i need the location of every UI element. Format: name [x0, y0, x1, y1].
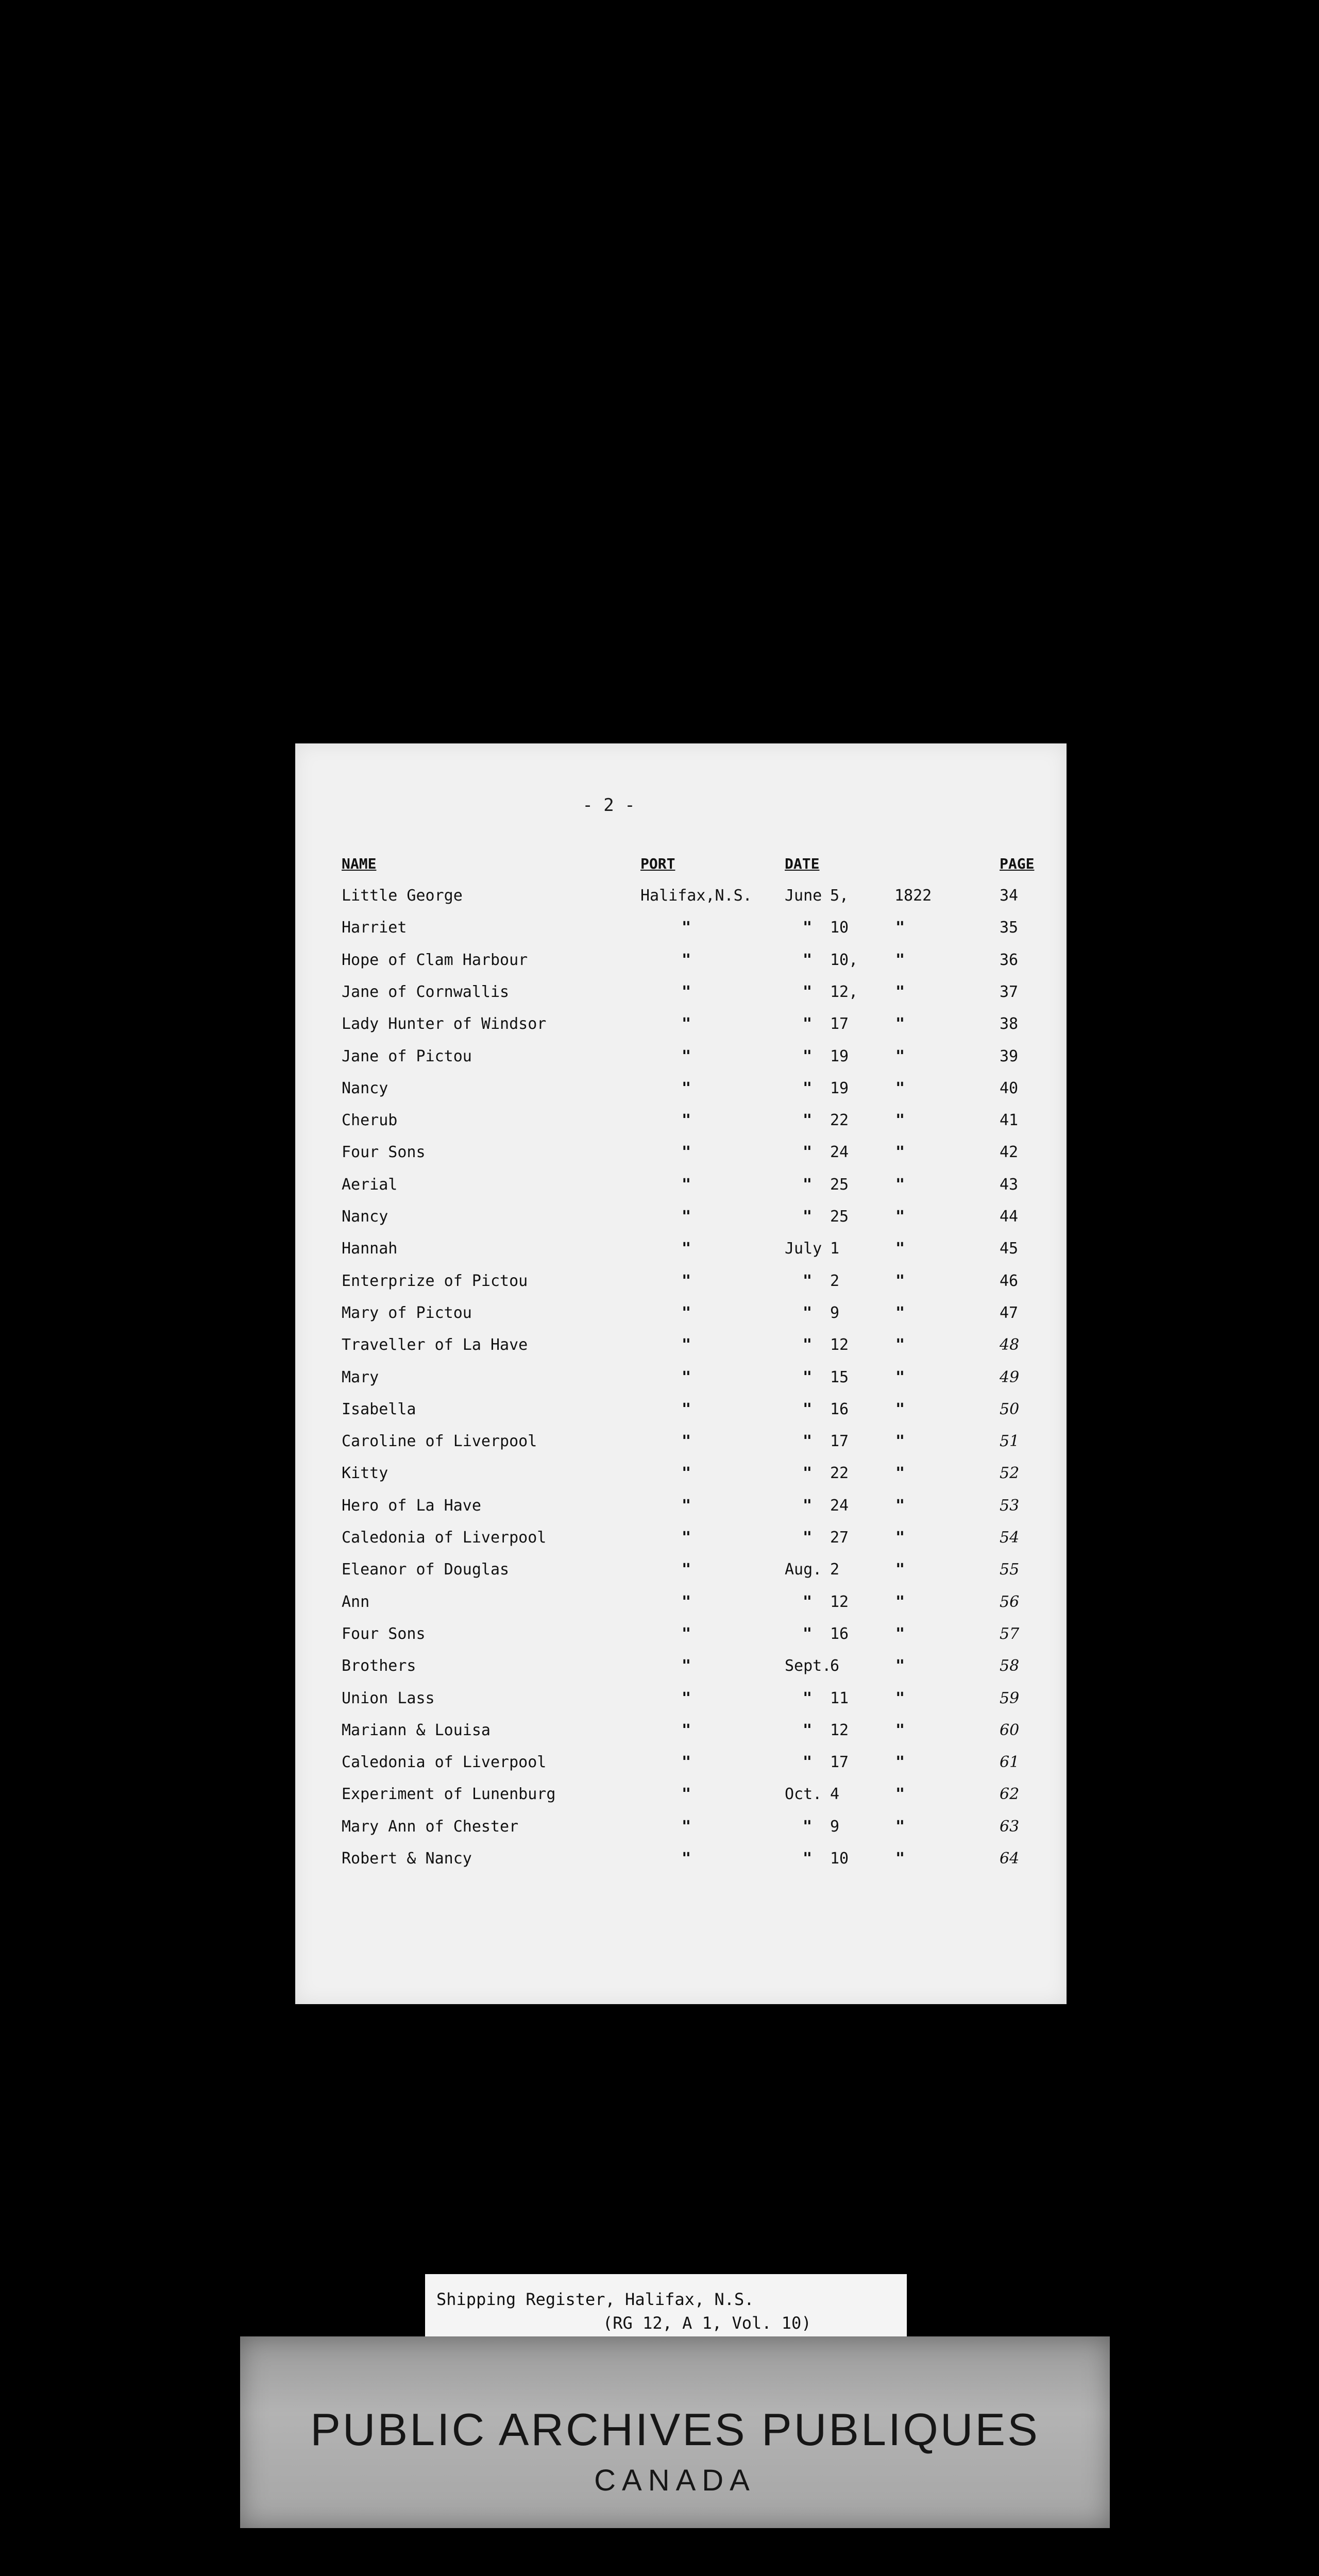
- table-row: [295, 1618, 1067, 1650]
- vessel-name: Nancy: [342, 1079, 388, 1097]
- date-day: 9: [830, 1817, 840, 1836]
- date-year: ": [895, 1111, 905, 1130]
- vessel-name: Eleanor of Douglas: [342, 1561, 510, 1579]
- table-row: [295, 1105, 1067, 1137]
- port-cell: ": [682, 1175, 691, 1194]
- port-cell: ": [682, 1657, 691, 1675]
- date-day: 19: [830, 1079, 849, 1097]
- port-cell: ": [682, 1111, 691, 1130]
- date-month: ": [803, 1689, 813, 1707]
- page-ref: 52: [1000, 1464, 1020, 1483]
- date-day: 22: [830, 1464, 849, 1483]
- port-cell: ": [682, 1015, 691, 1033]
- date-year: ": [895, 1368, 905, 1386]
- table-row: [295, 1265, 1067, 1297]
- table-row: [295, 1490, 1067, 1522]
- port-cell: ": [682, 1208, 691, 1226]
- port-cell: ": [682, 1368, 691, 1386]
- date-day: 15: [830, 1368, 849, 1386]
- table-row: [295, 1362, 1067, 1394]
- port-cell: ": [682, 1496, 691, 1515]
- date-month: ": [803, 1143, 813, 1162]
- date-month: June: [785, 887, 822, 905]
- vessel-name: Experiment of Lunenburg: [342, 1785, 556, 1804]
- date-month: ": [803, 1175, 813, 1194]
- date-month: ": [803, 1753, 813, 1772]
- date-year: ": [895, 1208, 905, 1226]
- page-ref: 46: [1000, 1272, 1019, 1290]
- page-ref: 50: [1000, 1400, 1020, 1418]
- page-ref: 45: [1000, 1240, 1019, 1258]
- date-month: July: [785, 1240, 822, 1258]
- date-month: ": [803, 1336, 813, 1354]
- date-month: ": [803, 1624, 813, 1643]
- archive-country: CANADA: [594, 2464, 756, 2497]
- date-year: 1822: [894, 887, 932, 905]
- page-ref: 44: [1000, 1208, 1019, 1226]
- date-month: ": [803, 951, 813, 969]
- date-year: ": [895, 1047, 905, 1065]
- vessel-name: Mary of Pictou: [342, 1303, 472, 1322]
- date-month: ": [803, 1496, 813, 1515]
- date-year: ": [895, 951, 905, 969]
- table-row: [295, 1843, 1067, 1875]
- table-row: [295, 1715, 1067, 1747]
- date-day: 11: [830, 1689, 849, 1707]
- port-cell: ": [682, 1561, 691, 1579]
- page-ref: 49: [1000, 1368, 1020, 1386]
- date-day: 25: [830, 1175, 849, 1194]
- date-year: ": [895, 1143, 905, 1162]
- page-ref: 58: [1000, 1657, 1020, 1675]
- page-ref: 57: [1000, 1624, 1020, 1643]
- page-ref: 34: [1000, 887, 1019, 905]
- date-day: 12,: [830, 982, 858, 1001]
- vessel-name: Kitty: [342, 1464, 388, 1483]
- vessel-name: Isabella: [342, 1400, 416, 1418]
- vessel-name: Enterprize of Pictou: [342, 1272, 528, 1290]
- date-day: 1: [830, 1240, 840, 1258]
- date-day: 17: [830, 1432, 849, 1451]
- port-cell: ": [682, 1529, 691, 1547]
- table-row: [295, 1329, 1067, 1361]
- date-month: ": [803, 1592, 813, 1611]
- date-day: 6: [830, 1657, 840, 1675]
- date-day: 2: [830, 1272, 840, 1290]
- table-row: [295, 1041, 1067, 1073]
- column-headers: [295, 848, 1067, 880]
- date-year: ": [895, 1624, 905, 1643]
- port-cell: ": [682, 1721, 691, 1739]
- date-month: Sept.: [785, 1657, 832, 1675]
- table-row: [295, 976, 1067, 1008]
- date-month: ": [803, 1111, 813, 1130]
- port-cell: ": [682, 1400, 691, 1418]
- date-month: ": [803, 1272, 813, 1290]
- table-row: [295, 1778, 1067, 1810]
- vessel-name: Four Sons: [342, 1624, 426, 1643]
- date-day: 12: [830, 1721, 849, 1739]
- archive-plate: [240, 2336, 1110, 2528]
- date-year: ": [895, 1303, 905, 1322]
- date-year: ": [895, 1721, 905, 1739]
- vessel-name: Caledonia of Liverpool: [342, 1529, 547, 1547]
- page-ref: 63: [1000, 1817, 1020, 1836]
- page-ref: 41: [1000, 1111, 1019, 1130]
- date-month: ": [803, 1368, 813, 1386]
- date-day: 9: [830, 1303, 840, 1322]
- date-month: ": [803, 1432, 813, 1451]
- vessel-name: Hope of Clam Harbour: [342, 951, 528, 969]
- page-ref: 60: [1000, 1721, 1020, 1739]
- port-cell: ": [682, 982, 691, 1001]
- vessel-name: Aerial: [342, 1175, 398, 1194]
- header-port: PORT: [640, 855, 675, 872]
- date-month: ": [803, 1850, 813, 1868]
- date-year: ": [895, 1079, 905, 1097]
- header-name: NAME: [342, 855, 377, 872]
- page-ref: 62: [1000, 1785, 1020, 1804]
- page-ref: 54: [1000, 1529, 1020, 1547]
- date-year: ": [895, 1753, 905, 1772]
- page-ref: 40: [1000, 1079, 1019, 1097]
- table-row: [295, 944, 1067, 976]
- vessel-name: Hannah: [342, 1240, 398, 1258]
- port-cell: ": [682, 1272, 691, 1290]
- port-cell: ": [682, 1047, 691, 1065]
- date-month: ": [803, 1047, 813, 1065]
- date-year: ": [895, 1240, 905, 1258]
- date-month: Aug.: [785, 1561, 822, 1579]
- date-day: 10: [830, 1850, 849, 1868]
- vessel-name: Hero of La Have: [342, 1496, 481, 1515]
- port-cell: ": [682, 951, 691, 969]
- page-ref: 35: [1000, 919, 1019, 937]
- date-month: ": [803, 1015, 813, 1033]
- vessel-name: Four Sons: [342, 1143, 426, 1162]
- date-month: ": [803, 1529, 813, 1547]
- vessel-name: Robert & Nancy: [342, 1850, 472, 1868]
- page-number: - 2 -: [582, 795, 635, 816]
- vessel-name: Caroline of Liverpool: [342, 1432, 537, 1451]
- port-cell: ": [682, 1079, 691, 1097]
- port-cell: ": [682, 1143, 691, 1162]
- vessel-name: Jane of Pictou: [342, 1047, 472, 1065]
- date-month: ": [803, 919, 813, 937]
- date-year: ": [895, 1592, 905, 1611]
- table-row: [295, 1073, 1067, 1105]
- vessel-name: Union Lass: [342, 1689, 435, 1707]
- date-year: ": [895, 982, 905, 1001]
- date-day: 16: [830, 1400, 849, 1418]
- date-year: ": [895, 1272, 905, 1290]
- date-day: 12: [830, 1592, 849, 1611]
- page-ref: 64: [1000, 1850, 1020, 1868]
- table-row: [295, 1683, 1067, 1715]
- date-year: ": [895, 919, 905, 937]
- table-row: [295, 912, 1067, 944]
- table-row: [295, 1297, 1067, 1329]
- date-year: ": [895, 1689, 905, 1707]
- page-ref: 59: [1000, 1689, 1020, 1707]
- vessel-name: Mary Ann of Chester: [342, 1817, 519, 1836]
- date-day: 12: [830, 1336, 849, 1354]
- port-cell: ": [682, 1240, 691, 1258]
- page-ref: 48: [1000, 1336, 1020, 1354]
- date-year: ": [895, 1432, 905, 1451]
- table-row: [295, 880, 1067, 912]
- table-row: [295, 1522, 1067, 1554]
- page-ref: 39: [1000, 1047, 1019, 1065]
- date-day: 4: [830, 1785, 840, 1804]
- date-day: 17: [830, 1753, 849, 1772]
- reference-label: [425, 2274, 907, 2341]
- page-ref: 55: [1000, 1561, 1020, 1579]
- archive-title: PUBLIC ARCHIVES PUBLIQUES: [310, 2404, 1040, 2455]
- table-row: [295, 1554, 1067, 1586]
- page-ref: 53: [1000, 1496, 1020, 1515]
- date-year: ": [895, 1400, 905, 1418]
- table-row: [295, 1008, 1067, 1040]
- table-row: [295, 1233, 1067, 1265]
- port-cell: ": [682, 1336, 691, 1354]
- page-ref: 56: [1000, 1592, 1020, 1611]
- date-day: 24: [830, 1143, 849, 1162]
- page-ref: 51: [1000, 1432, 1020, 1451]
- port-cell: ": [682, 1850, 691, 1868]
- date-month: ": [803, 1303, 813, 1322]
- vessel-name: Mariann & Louisa: [342, 1721, 491, 1739]
- date-year: ": [895, 1175, 905, 1194]
- table-row: [295, 1811, 1067, 1843]
- port-cell: ": [682, 1817, 691, 1836]
- date-day: 5,: [830, 887, 849, 905]
- date-year: ": [895, 1561, 905, 1579]
- port-cell: ": [682, 1432, 691, 1451]
- date-month: ": [803, 1464, 813, 1483]
- header-page: PAGE: [1000, 855, 1035, 872]
- port-cell: ": [682, 1303, 691, 1322]
- vessel-name: Harriet: [342, 919, 407, 937]
- vessel-name: Brothers: [342, 1657, 416, 1675]
- table-row: [295, 1426, 1067, 1458]
- date-month: ": [803, 1400, 813, 1418]
- date-year: ": [895, 1657, 905, 1675]
- date-day: 25: [830, 1208, 849, 1226]
- port-cell: ": [682, 1753, 691, 1772]
- date-day: 19: [830, 1047, 849, 1065]
- port-cell: ": [682, 1464, 691, 1483]
- date-day: 22: [830, 1111, 849, 1130]
- page-ref: 47: [1000, 1303, 1019, 1322]
- date-month: ": [803, 1721, 813, 1739]
- date-year: ": [895, 1015, 905, 1033]
- label-reference: (RG 12, A 1, Vol. 10): [603, 2313, 811, 2333]
- vessel-name: Cherub: [342, 1111, 398, 1130]
- page-ref: 38: [1000, 1015, 1019, 1033]
- table-row: [295, 1586, 1067, 1618]
- vessel-name: Little George: [342, 887, 463, 905]
- date-year: ": [895, 1817, 905, 1836]
- table-row: [295, 1137, 1067, 1168]
- vessel-name: Nancy: [342, 1208, 388, 1226]
- date-day: 10: [830, 919, 849, 937]
- vessel-name: Jane of Cornwallis: [342, 982, 510, 1001]
- page-ref: 43: [1000, 1175, 1019, 1194]
- date-day: 10,: [830, 951, 858, 969]
- vessel-name: Caledonia of Liverpool: [342, 1753, 547, 1772]
- vessel-name: Traveller of La Have: [342, 1336, 528, 1354]
- date-month: ": [803, 1817, 813, 1836]
- page-ref: 37: [1000, 982, 1019, 1001]
- date-year: ": [895, 1336, 905, 1354]
- port-cell: ": [682, 1785, 691, 1804]
- page-ref: 61: [1000, 1753, 1020, 1772]
- vessel-name: Mary: [342, 1368, 379, 1386]
- port-cell: ": [682, 919, 691, 937]
- table-row: [295, 1394, 1067, 1426]
- date-day: 2: [830, 1561, 840, 1579]
- table-row: [295, 1747, 1067, 1778]
- date-month: ": [803, 1079, 813, 1097]
- date-day: 24: [830, 1496, 849, 1515]
- date-month: ": [803, 1208, 813, 1226]
- port-cell: ": [682, 1689, 691, 1707]
- date-day: 16: [830, 1624, 849, 1643]
- date-month: ": [803, 982, 813, 1001]
- page-ref: 42: [1000, 1143, 1019, 1162]
- date-year: ": [895, 1850, 905, 1868]
- vessel-name: Lady Hunter of Windsor: [342, 1015, 547, 1033]
- table-row: [295, 1201, 1067, 1233]
- label-title: Shipping Register, Halifax, N.S.: [436, 2290, 754, 2309]
- date-year: ": [895, 1785, 905, 1804]
- port-cell: ": [682, 1592, 691, 1611]
- table-row: [295, 1458, 1067, 1489]
- date-day: 17: [830, 1015, 849, 1033]
- register-page: [295, 743, 1067, 2004]
- date-year: ": [895, 1496, 905, 1515]
- page-ref: 36: [1000, 951, 1019, 969]
- vessel-name: Ann: [342, 1592, 370, 1611]
- date-year: ": [895, 1464, 905, 1483]
- table-row: [295, 1169, 1067, 1201]
- port-cell: Halifax,N.S.: [640, 887, 752, 905]
- date-day: 27: [830, 1529, 849, 1547]
- header-date: DATE: [785, 855, 820, 872]
- table-row: [295, 1650, 1067, 1682]
- date-month: Oct.: [785, 1785, 822, 1804]
- date-year: ": [895, 1529, 905, 1547]
- port-cell: ": [682, 1624, 691, 1643]
